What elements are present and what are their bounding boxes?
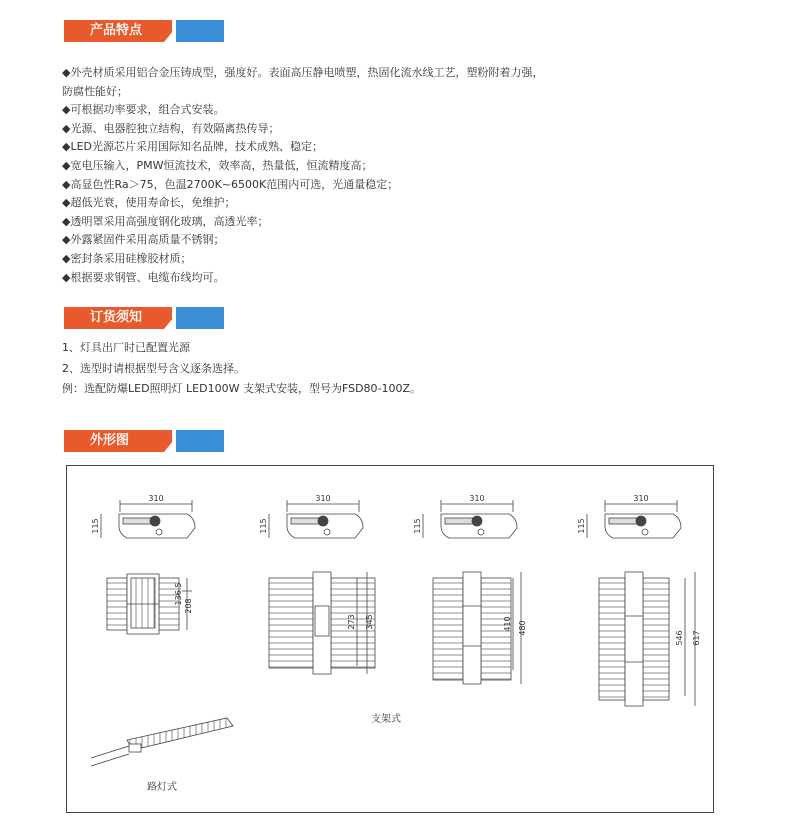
- unit1-side-view: [101, 500, 195, 538]
- unit4-side-view: [587, 500, 681, 538]
- feature-line: ◆光源、电器腔独立结构，有效隔离热传导；: [62, 121, 280, 135]
- unit2-front-view: [269, 572, 375, 674]
- shape-header: [64, 430, 224, 452]
- feature-line: ◆密封条采用硅橡胶材质；: [62, 251, 192, 265]
- order-header-accent: [176, 307, 224, 329]
- feature-line: ◆宽电压输入，PMW恒流技术，效率高，热量低，恒流精度高；: [62, 158, 373, 172]
- unit3-dim-a: 410: [503, 616, 512, 632]
- feature-line: ◆外露紧固件采用高质量不锈钢；: [62, 233, 225, 247]
- unit4-height-label: 115: [577, 518, 586, 534]
- dimension-drawing-frame: [66, 465, 714, 813]
- features-header: [64, 20, 224, 42]
- unit3-side-view: [423, 500, 517, 538]
- bracket-mount-caption: 支架式: [371, 714, 401, 725]
- dimension-drawing: [67, 466, 713, 812]
- unit1-dim-b: 208: [184, 598, 193, 614]
- unit1-dim-a: 136.5: [174, 582, 183, 606]
- feature-line: ◆外壳材质采用铝合金压铸成型，强度好。表面高压静电喷塑，热固化流水线工艺，塑粉附着力强，: [62, 66, 544, 79]
- order-header-title: 订货须知: [64, 307, 172, 329]
- shape-header-accent: [176, 430, 224, 452]
- features-header-accent: [176, 20, 224, 42]
- shape-header-title: 外形图: [64, 430, 172, 452]
- order-notes: [62, 338, 421, 400]
- feature-line: ◆超低光衰，使用寿命长，免维护；: [62, 196, 236, 210]
- unit1-height-label: 115: [91, 518, 100, 534]
- unit2-dim-a: 273: [347, 614, 356, 630]
- unit3-dim-b: 480: [518, 620, 527, 636]
- street-light-view: [91, 718, 233, 766]
- unit3-width-label: 310: [469, 494, 485, 503]
- feature-line: ◆可根据功率要求，组合式安装。: [62, 103, 225, 117]
- feature-line: 防腐性能好；: [62, 84, 128, 98]
- order-note: 例：选配防爆LED照明灯 LED100W 支架式安装，型号为FSD80-100Z。: [62, 382, 422, 395]
- unit4-dim-a: 546: [675, 630, 684, 646]
- unit2-side-view: [269, 500, 363, 538]
- unit2-width-label: 310: [315, 494, 331, 503]
- feature-line: ◆高显色性Ra＞75，色温2700K~6500K范围内可选，光通量稳定；: [62, 177, 399, 191]
- feature-line: ◆透明罩采用高强度钢化玻璃，高透光率；: [62, 214, 269, 228]
- feature-line: ◆LED光源芯片采用国际知名品牌，技术成熟、稳定；: [62, 140, 324, 154]
- street-light-caption: 路灯式: [147, 782, 177, 793]
- features-list: [62, 64, 622, 287]
- order-header: [64, 307, 224, 329]
- order-note: 1、灯具出厂时已配置光源: [62, 341, 190, 354]
- unit4-dim-b: 617: [692, 630, 701, 646]
- unit2-dim-b: 345: [365, 614, 374, 630]
- feature-line: ◆根据要求钢管、电缆布线均可。: [62, 270, 225, 284]
- unit4-width-label: 310: [633, 494, 649, 503]
- order-note: 2、选型时请根据型号含义逐条选择。: [62, 361, 245, 375]
- unit1-width-label: 310: [148, 494, 164, 503]
- unit3-height-label: 115: [413, 518, 422, 534]
- features-header-title: 产品特点: [64, 20, 172, 42]
- unit2-height-label: 115: [259, 518, 268, 534]
